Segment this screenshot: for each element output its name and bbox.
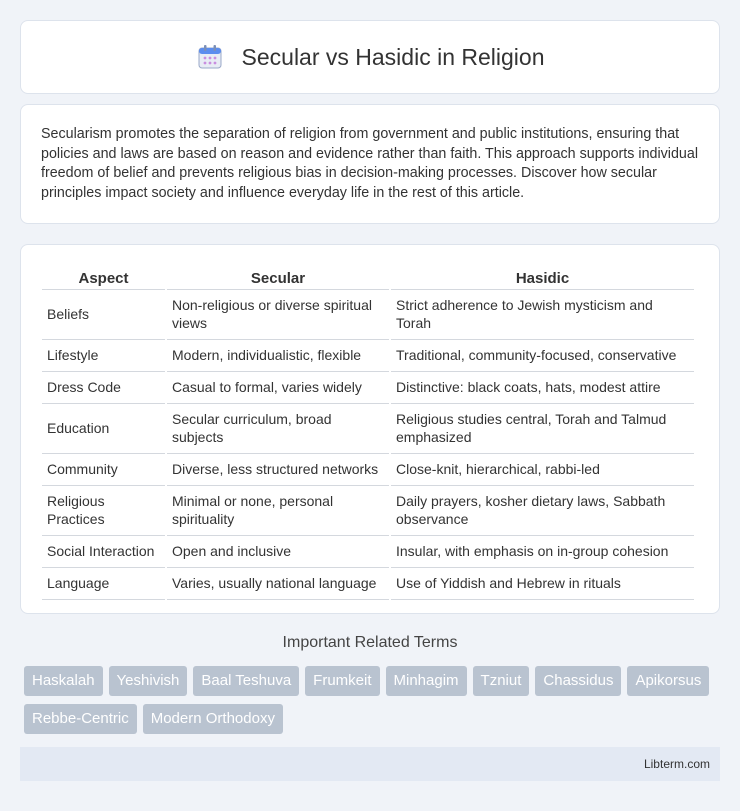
header-hasidic: Hasidic bbox=[515, 270, 570, 287]
cell-secular: Varies, usually national language bbox=[167, 567, 389, 600]
cell-aspect: Education bbox=[42, 403, 165, 453]
related-tag[interactable]: Yeshivish bbox=[109, 666, 188, 696]
cell-secular: Secular curriculum, broad subjects bbox=[167, 403, 389, 453]
related-tag[interactable]: Chassidus bbox=[535, 666, 621, 696]
table-header-row bbox=[42, 265, 694, 289]
calendar-icon bbox=[196, 43, 224, 71]
cell-hasidic: Distinctive: black coats, hats, modest attire bbox=[391, 371, 694, 403]
cell-aspect: Religious Practices bbox=[42, 485, 165, 535]
related-tag[interactable]: Minhagim bbox=[386, 666, 467, 696]
cell-aspect: Language bbox=[42, 567, 165, 600]
table-row bbox=[42, 403, 694, 453]
table-row bbox=[42, 485, 694, 535]
table-row bbox=[42, 535, 694, 567]
related-heading: Important Related Terms bbox=[282, 634, 458, 651]
table-row bbox=[42, 567, 694, 600]
cell-secular: Modern, individualistic, flexible bbox=[167, 339, 389, 371]
title-wrap bbox=[196, 43, 545, 71]
intro-text: Secularism promotes the separation of religion from government and public institutions, ensuring that policies and laws are based on reason and evidence rather than faith. This approach supports individual freedom of belief and prevents religious bias in decision-making processes. Discover how secular principles impact society and influence everyday life in the rest of this article. bbox=[41, 126, 699, 201]
cell-hasidic: Strict adherence to Jewish mysticism and Torah bbox=[391, 289, 694, 339]
table-row bbox=[42, 339, 694, 371]
cell-secular: Diverse, less structured networks bbox=[167, 453, 389, 485]
cell-hasidic: Close-knit, hierarchical, rabbi-led bbox=[391, 453, 694, 485]
cell-secular: Casual to formal, varies widely bbox=[167, 371, 389, 403]
table-row bbox=[42, 289, 694, 339]
cell-aspect: Community bbox=[42, 453, 165, 485]
tag-list bbox=[20, 666, 720, 734]
related-tag[interactable]: Tzniut bbox=[473, 666, 530, 696]
cell-hasidic: Daily prayers, kosher dietary laws, Sabbath observance bbox=[391, 485, 694, 535]
cell-hasidic: Traditional, community-focused, conservative bbox=[391, 339, 694, 371]
related-tag[interactable]: Frumkeit bbox=[305, 666, 379, 696]
cell-aspect: Social Interaction bbox=[42, 535, 165, 567]
cell-aspect: Lifestyle bbox=[42, 339, 165, 371]
cell-hasidic: Use of Yiddish and Hebrew in rituals bbox=[391, 567, 694, 600]
cell-aspect: Dress Code bbox=[42, 371, 165, 403]
header-aspect: Aspect bbox=[78, 270, 129, 287]
related-tag[interactable]: Haskalah bbox=[24, 666, 103, 696]
cell-secular: Open and inclusive bbox=[167, 535, 389, 567]
cell-secular: Minimal or none, personal spirituality bbox=[167, 485, 389, 535]
cell-hasidic: Insular, with emphasis on in-group cohesion bbox=[391, 535, 694, 567]
page-title: Secular vs Hasidic in Religion bbox=[241, 43, 545, 70]
title-card bbox=[20, 20, 720, 94]
cell-secular: Non-religious or diverse spiritual views bbox=[167, 289, 389, 339]
comparison-card bbox=[20, 244, 720, 614]
comparison-table bbox=[40, 265, 696, 600]
related-tag[interactable]: Modern Orthodoxy bbox=[143, 704, 283, 734]
intro-card bbox=[20, 104, 720, 224]
cell-aspect: Beliefs bbox=[42, 289, 165, 339]
table-row bbox=[42, 453, 694, 485]
footer bbox=[20, 747, 720, 781]
related-tag[interactable]: Rebbe-Centric bbox=[24, 704, 137, 734]
related-tag[interactable]: Baal Teshuva bbox=[193, 666, 299, 696]
footer-site[interactable]: Libterm.com bbox=[643, 757, 710, 771]
table-row bbox=[42, 371, 694, 403]
related-terms bbox=[20, 634, 720, 734]
header-secular: Secular bbox=[250, 270, 306, 287]
related-tag[interactable]: Apikorsus bbox=[627, 666, 709, 696]
cell-hasidic: Religious studies central, Torah and Talmud emphasized bbox=[391, 403, 694, 453]
